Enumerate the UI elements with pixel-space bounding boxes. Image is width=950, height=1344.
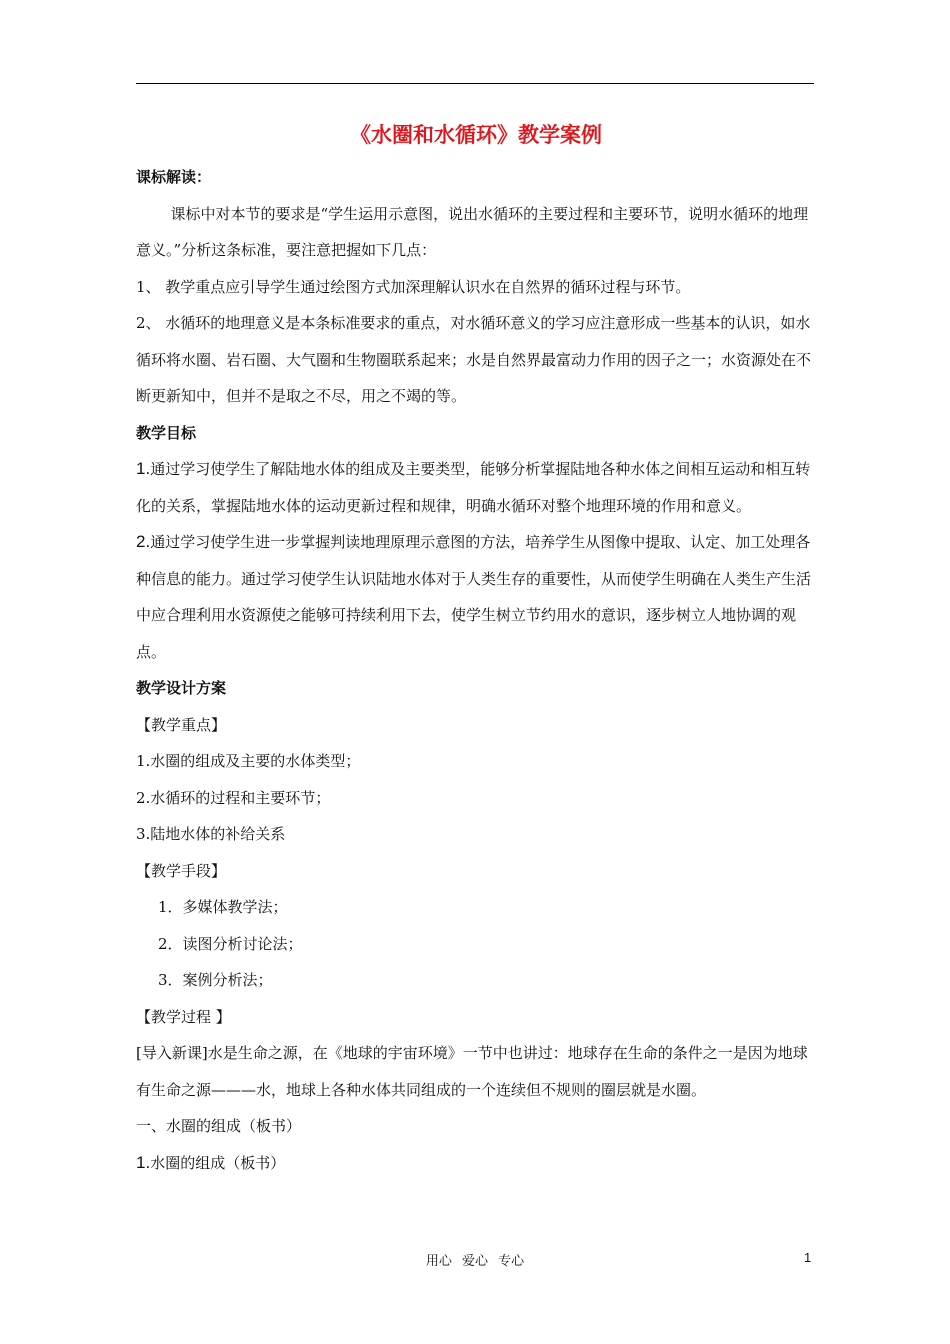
- list-number: 1.: [136, 459, 151, 478]
- page-footer: [0, 1250, 950, 1270]
- list-item: [136, 524, 816, 670]
- section-heading-curriculum: 课标解读：: [136, 168, 212, 186]
- subsection-label: 【教学手段】: [136, 861, 227, 880]
- document-body: [136, 121, 816, 1181]
- list-item: 2．读图分析讨论法；: [158, 934, 303, 953]
- list-item: 2、 水循环的地理意义是本条标准要求的重点，对水循环意义的学习应注意形成一些基本的认识，如水循环将水圈、岩石圈、大气圈和生物圈联系起来；水是自然界最富动力作用的因子之一；水资源处在不断更新知中，但并不是取之不尽，用之不竭的等。: [136, 314, 812, 405]
- list-item: [136, 1145, 816, 1182]
- subsection-label: 【教学过程 】: [136, 1007, 231, 1026]
- list-text: 水圈的组成（板书）: [150, 1153, 286, 1172]
- subsection-label: 【教学重点】: [136, 715, 227, 734]
- document-title: 《水圈和水循环》教学案例: [350, 123, 602, 147]
- list-item: 1．多媒体教学法；: [158, 898, 288, 916]
- list-text: 通过学习使学生了解陆地水体的组成及主要类型，能够分析掌握陆地各种水体之间相互运动和相互转化的关系，掌握陆地水体的运动更新过程和规律，明确水循环对整个地理环境的作用和意义。: [136, 460, 811, 515]
- footer-motto: 用心 爱心 专心: [425, 1254, 525, 1269]
- list-item: 1.水圈的组成及主要的水体类型；: [136, 752, 361, 770]
- list-number: 2.: [136, 532, 151, 551]
- header-rule: [136, 83, 814, 84]
- list-item: 3.陆地水体的补给关系: [136, 825, 286, 843]
- page-number: 1: [804, 1250, 812, 1265]
- list-item: 2.水循环的过程和主要环节；: [136, 788, 331, 807]
- section-heading-objectives: 教学目标: [136, 423, 197, 442]
- list-item: [136, 451, 816, 524]
- paragraph: [导入新课]水是生命之源，在《地球的宇宙环境》一节中也讲过：地球存在生命的条件之一是因为地球有生命之源———水，地球上各种水体共同组成的一个连续但不规则的圈层就是水圈。: [136, 1044, 808, 1099]
- paragraph: 课标中对本节的要求是“学生运用示意图，说出水循环的主要过程和主要环节，说明水循环的地理意义。”分析这条标准，要注意把握如下几点：: [136, 204, 809, 259]
- list-number: 1.: [136, 1152, 151, 1172]
- list-item: 1、 教学重点应引导学生通过绘图方式加深理解认识水在自然界的循环过程与环节。: [136, 277, 691, 296]
- section-heading-design: 教学设计方案: [136, 679, 227, 697]
- paragraph: 一、水圈的组成（板书）: [136, 1117, 302, 1135]
- list-text: 通过学习使学生进一步掌握判读地理原理示意图的方法，培养学生从图像中提取、认定、加工处理各种信息的能力。通过学习使学生认识陆地水体对于人类生存的重要性，从而使学生明确在人类生产生活中应合理利用水资源使之能够可持续利用下去，使学生树立节约用水的意识，逐步树立人地协调的观点。: [136, 533, 812, 661]
- list-item: 3．案例分析法；: [158, 971, 273, 989]
